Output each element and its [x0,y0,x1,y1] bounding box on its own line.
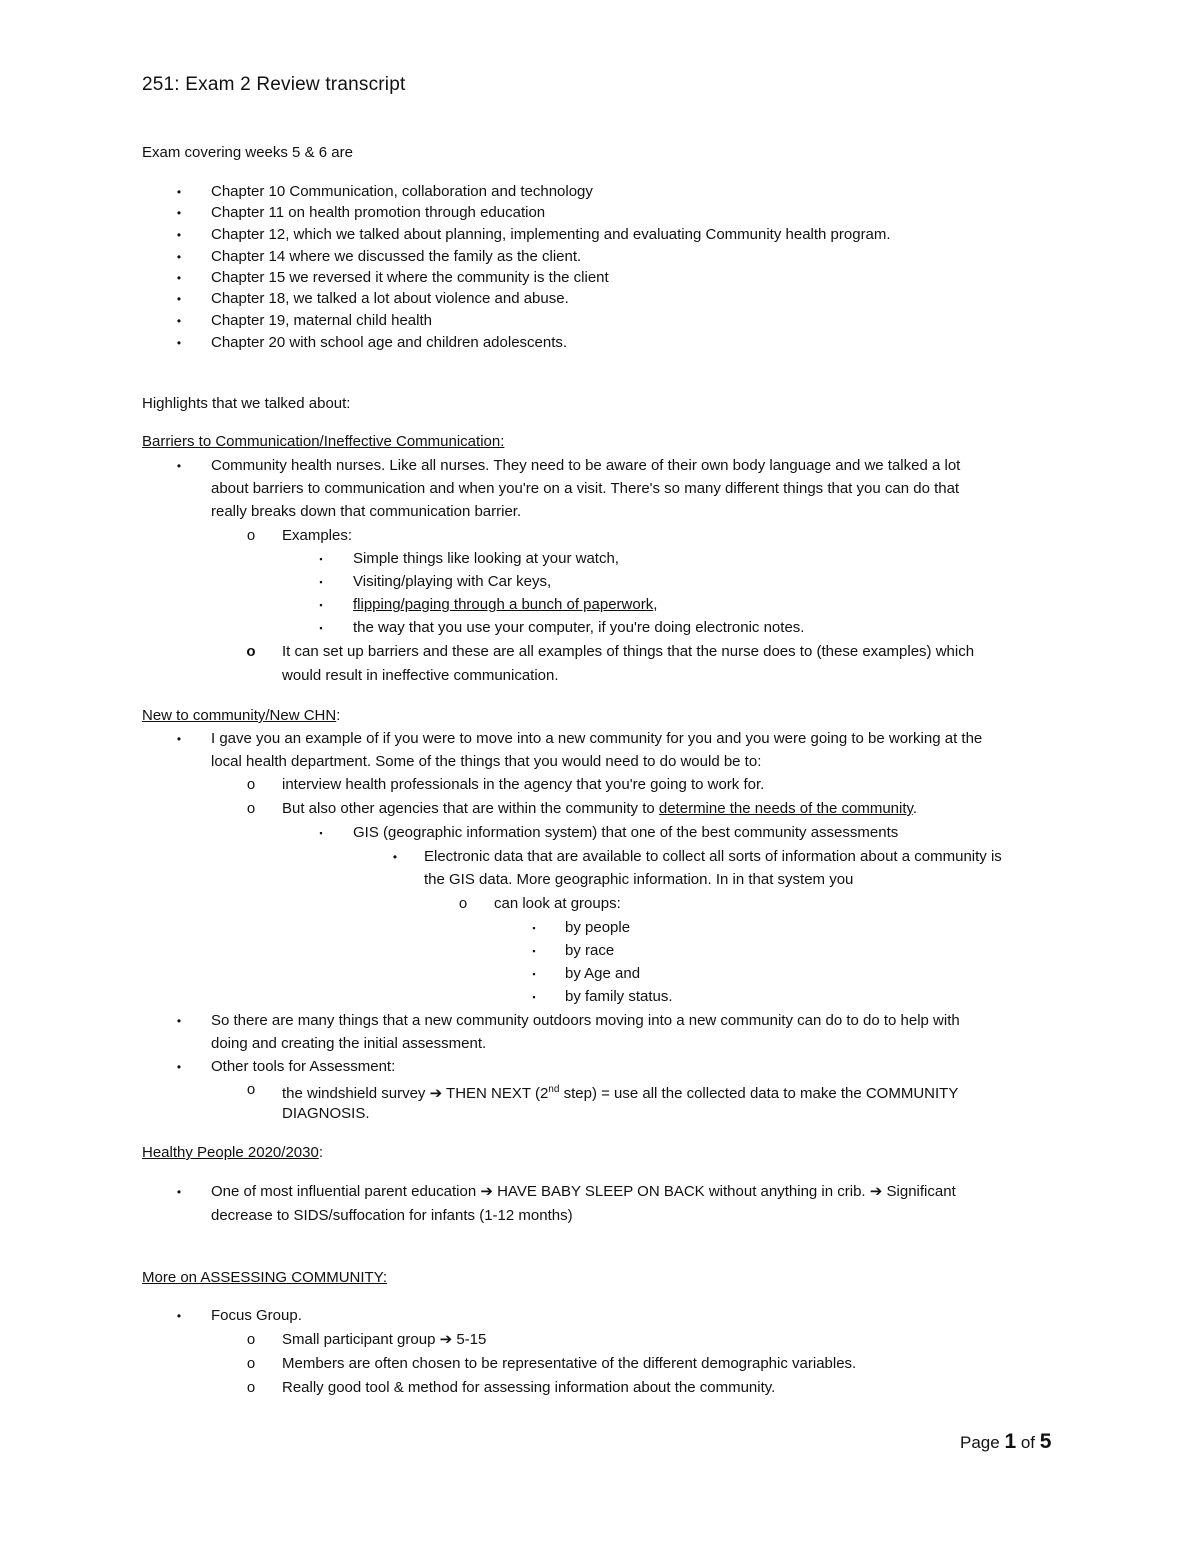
sub-item: Really good tool & method for assessing information about the community. [282,1379,776,1396]
group-item: by race [565,942,615,959]
bullet: • [176,1185,182,1199]
circle-bullet: o [246,1081,256,1098]
heading-colon: : [318,1144,323,1161]
square-bullet: ▪ [319,623,323,633]
list-item: Chapter 15 we reversed it where the community is the client [211,269,609,286]
group-item: by Age and [565,965,641,982]
sub-text: But also other agencies that are within the community to [282,800,659,817]
square-bullet: ▪ [532,923,536,933]
of-word: of [1016,1433,1040,1452]
example-item: the way that you use your computer, if you're doing electronic notes. [353,619,805,636]
circle-bullet: o [458,895,468,912]
list-item: Chapter 10 Communication, collaboration and technology [211,183,593,200]
heading-colon: : [336,707,341,724]
paragraph-line: local health department. Some of the things that you would need to do would be to: [211,753,762,770]
sub-item [282,799,917,819]
example-item [353,595,657,615]
paragraph-line: So there are many things that a new community outdoors moving into a new community can do to do to help with [211,1012,960,1029]
square-bullet: ▪ [532,969,536,979]
bullet: • [176,250,182,264]
bullet: • [176,228,182,242]
text: step) = use all the collected data to make the COMMUNITY [559,1085,959,1102]
circle-bullet: o [246,800,256,817]
examples-label: Examples: [282,527,353,544]
square-bullet: ▪ [532,992,536,1002]
example-item: Visiting/playing with Car keys, [353,573,552,590]
group-item: by people [565,919,631,936]
total-pages: 5 [1039,1430,1052,1453]
circle-bullet: o [246,527,256,544]
bullet: • [176,1014,182,1028]
underlined-text: determine the needs of the community [658,800,913,817]
bullet: • [176,185,182,199]
section-heading-healthy-people [142,1143,323,1163]
groups-label: can look at groups: [494,895,621,912]
text: One of most influential parent education [211,1183,481,1200]
paragraph-line: Focus Group. [211,1307,302,1324]
example-underlined: flipping/paging through a bunch of paperwork [353,596,654,613]
paragraph-line: Community health nurses. Like all nurses. They need to be aware of their own body language and we talked a lot [211,457,961,474]
page-word: Page [960,1433,1005,1452]
circle-bullet: o [246,643,256,660]
list-item: Chapter 12, which we talked about planning, implementing and evaluating Community health program. [211,226,891,243]
example-item: Simple things like looking at your watch, [353,550,619,567]
bullet: • [176,271,182,285]
bullet: • [176,732,182,746]
sub-item [282,1330,486,1350]
arrow-right-icon: ➔ [869,1183,883,1200]
square-bullet: ▪ [532,946,536,956]
page-number [960,1430,1051,1454]
section-heading-barriers: Barriers to Communication/Ineffective Communication: [142,433,505,450]
gis-detail-line: the GIS data. More geographic information. In in that system you [424,871,854,888]
list-item: Chapter 11 on health promotion through education [211,204,546,221]
current-page: 1 [1004,1430,1017,1453]
list-item: Chapter 18, we talked a lot about violence and abuse. [211,290,569,307]
square-bullet: ▪ [319,600,323,610]
group-item: by family status. [565,988,673,1005]
summary-line: It can set up barriers and these are all examples of things that the nurse does to (these examples) which [282,643,975,660]
circle-bullet: o [246,1331,256,1348]
superscript: nd [548,1084,560,1095]
arrow-right-icon: ➔ [429,1085,443,1102]
bullet: • [176,1060,182,1074]
list-item: Chapter 20 with school age and children adolescents. [211,334,568,351]
paragraph-line: I gave you an example of if you were to move into a new community for you and you were going to be working at the [211,730,983,747]
paragraph-line: doing and creating the initial assessment. [211,1035,487,1052]
text: THEN NEXT (2 [442,1085,549,1102]
text: Significant [882,1183,956,1200]
circle-bullet: o [246,1355,256,1372]
square-bullet: ▪ [319,828,323,838]
text: 5-15 [452,1331,487,1348]
circle-bullet: o [246,1379,256,1396]
bullet: • [176,206,182,220]
text: Small participant group [282,1331,440,1348]
windshield-line [282,1080,958,1104]
bullet: • [392,850,398,864]
gis-item: GIS (geographic information system) that one of the best community assessments [353,824,899,841]
heading-text: New to community/New CHN [142,707,337,724]
paragraph-line: about barriers to communication and when you're on a visit. There's so many different things that you can do that [211,480,960,497]
sub-item: interview health professionals in the agency that you're going to work for. [282,776,765,793]
sub-item: Members are often chosen to be representative of the different demographic variables. [282,1355,857,1372]
heading-text: Healthy People 2020/2030 [142,1144,319,1161]
bullet: • [176,292,182,306]
section-heading-new-community [142,706,340,726]
text: HAVE BABY SLEEP ON BACK without anything in crib. [492,1183,870,1200]
arrow-right-icon: ➔ [480,1183,493,1200]
bullet: • [176,314,182,328]
bullet: • [176,1309,182,1323]
paragraph-line [211,1182,956,1202]
arrow-right-icon: ➔ [439,1331,453,1348]
sub-text-end: . [912,800,918,817]
circle-bullet: o [246,776,256,793]
highlights-label: Highlights that we talked about: [142,395,351,412]
intro-text: Exam covering weeks 5 & 6 are [142,144,353,161]
paragraph-line: really breaks down that communication barrier. [211,503,522,520]
gis-detail-line: Electronic data that are available to collect all sorts of information about a community is [424,848,1002,865]
text: the windshield survey [282,1085,430,1102]
list-item: Chapter 19, maternal child health [211,312,432,329]
example-comma: , [653,596,658,613]
bullet: • [176,336,182,350]
document-title: 251: Exam 2 Review transcript [142,74,406,95]
square-bullet: ▪ [319,554,323,564]
list-item: Chapter 14 where we discussed the family as the client. [211,248,582,265]
square-bullet: ▪ [319,577,323,587]
paragraph-line: decrease to SIDS/suffocation for infants (1-12 months) [211,1207,573,1224]
paragraph-line: Other tools for Assessment: [211,1058,396,1075]
windshield-line: DIAGNOSIS. [282,1105,370,1122]
section-heading-assessing: More on ASSESSING COMMUNITY: [142,1269,388,1286]
summary-line: would result in ineffective communication. [282,667,559,684]
bullet: • [176,459,182,473]
